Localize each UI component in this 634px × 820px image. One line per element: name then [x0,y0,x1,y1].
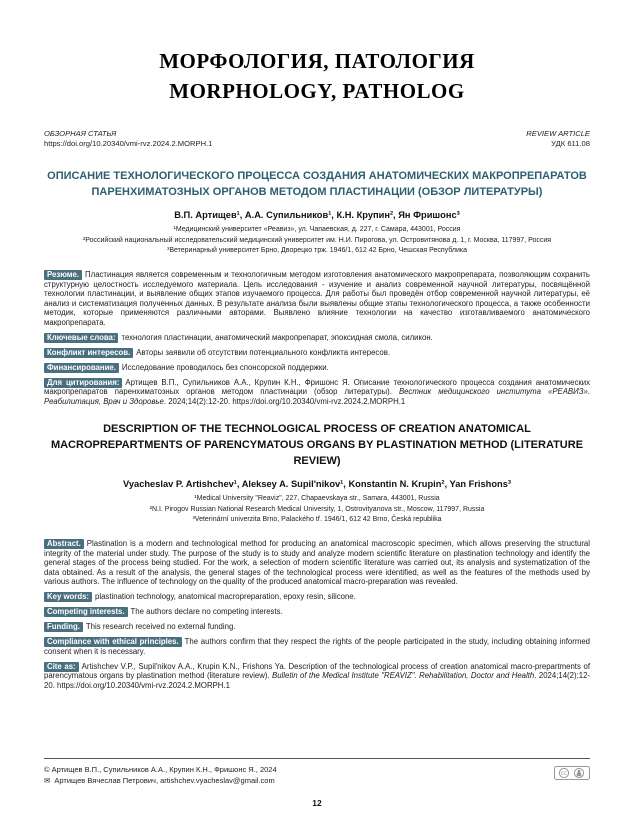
funding-en-label: Funding. [44,622,83,632]
article-type-en: REVIEW ARTICLE [526,128,590,138]
affiliations-en [44,494,590,526]
keywords-ru-label: Ключевые слова: [44,333,118,343]
abstract-en-text: Plastination is a modern and technological method for producing an anatomical macroscopic specimen, which allows preserving the structural integrity of the material under study. The purpose of the study is to study and analyze modern scientific literature on plastination technology and identify the general stages of the process being studied. For the work, a selection of modern scientific literature was carried out, its analysis and systematization of the data obtained. As a result of the analysis, the general stages of the technological process were identified, as well as the features of the methods used by various authors. The influence of technology on the quality of the produced anatomical macro-preparation was revealed. [44,539,590,587]
citation-en-label: Cite as: [44,662,79,672]
meta-left [44,129,212,150]
article-title-en: DESCRIPTION OF THE TECHNOLOGICAL PROCESS OF CREATION ANATOMICAL MACROPREPARTMENTS OF PARENCYMATOUS ORGANS BY PLASTINATION METHOD (LITERATURE REVIEW) [50,423,584,468]
affiliation-ru-3: ³Ветеринарный университет Брно, Дворецко трж. 1946/1, 612 42 Брно, Чешская Республика [166,247,468,255]
udk-code: УДК 611.08 [551,139,590,149]
citation-en [44,662,590,691]
conflict-ru-label: Конфликт интересов. [44,348,133,358]
journal-section-header [44,46,590,107]
abstract-ru [44,270,590,327]
abstract-en [44,539,590,587]
envelope-icon: ✉ [44,775,51,785]
affiliation-en-3: ³Veterinární univerzita Brno, Palackého tř. 1946/1, 612 42 Brno, Česká republika [192,516,442,524]
keywords-en-label: Key words: [44,592,92,602]
contact-name: Артищев Вячеслав Петрович, [54,775,159,785]
section-title-ru: МОРФОЛОГИЯ, ПАТОЛОГИЯ [159,49,475,73]
citation-ru-label: Для цитирования: [44,378,122,388]
meta-right [526,129,590,150]
citation-ru-journal: Вестник медицинского института «РЕАВИЗ». Реабилитация, Врач и Здоровье [44,387,590,406]
funding-ru [44,363,590,373]
article-title-ru: ОПИСАНИЕ ТЕХНОЛОГИЧЕСКОГО ПРОЦЕССА СОЗДАНИЯ АНАТОМИЧЕСКИХ МАКРОПРЕПАРАТОВ ПАРЕНХИМАТОЗНЫХ ОРГАНОВ МЕТОДОМ ПЛАСТИНАЦИИ (ОБЗОР ЛИТЕРАТУРЫ) [47,170,587,199]
citation-ru-before: Артищев В.П., Супильников А.А., Крупин К.Н., Фришонс Я. Описание технологического процесса создания анатомических макропрепаратов паренхиматозных органов методом пластинации (обзор литературы). [44,377,591,397]
conflict-ru-text: Авторы заявили об отсутствии потенциального конфликта интересов. [136,347,391,357]
keywords-ru-text: технология пластинации, анатомический макропрепарат, эпоксидная смола, силикон. [121,332,433,342]
keywords-en [44,592,590,602]
citation-ru [44,378,590,407]
affiliation-ru-1: ¹Медицинский университет «Реавиз», ул. Чапаевская, д. 227, г. Самара, 443001, Россия [173,226,461,234]
affiliation-en-1: ¹Medical University "Reaviz", 227, Chapaevskaya str., Samara, 443001, Russia [194,495,440,503]
authors-ru: В.П. Артищев¹, А.А. Супильников¹, К.Н. Крупин², Ян Фришонс³ [174,210,460,221]
funding-en-text: This research received no external funding. [85,622,236,632]
svg-text:cc: cc [560,769,568,777]
contact-line [44,775,590,786]
funding-en [44,622,590,632]
authors-en: Vyacheslav P. Artishchev¹, Aleksey A. Supil'nikov¹, Konstantin N. Krupin², Yan Frishons³ [123,479,511,490]
affiliation-en-2: ²N.I. Pirogov Russian National Research Medical University, 1, Ostrovityanova str., Moscow, 117997, Russia [149,505,485,513]
funding-ru-text: Исследование проводилось без спонсорской поддержки. [121,362,329,372]
citation-en-journal: Bulletin of the Medical Institute "REAVIZ". Rehabilitation, Doctor and Health [272,671,535,681]
page-number: 12 [312,798,322,808]
keywords-ru [44,333,590,343]
page-footer [44,758,590,787]
citation-en-after: . 2024;14(2):12-20. https://doi.org/10.20340/vmi-rvz.2024.2.MORPH.1 [44,671,591,690]
ethics-en-label: Compliance with ethical principles. [44,637,182,647]
conflict-ru [44,348,590,358]
article-meta [44,129,590,150]
doi-link[interactable]: https://doi.org/10.20340/vmi-rvz.2024.2.MORPH.1 [44,139,213,149]
article-type-ru: ОБЗОРНАЯ СТАТЬЯ [44,128,117,138]
competing-interests-en-label: Competing interests. [44,607,128,617]
ethics-en [44,637,590,656]
cc-by-license-icon [554,766,590,783]
citation-ru-after: . 2024;14(2):12-20. https://doi.org/10.20340/vmi-rvz.2024.2.MORPH.1 [163,396,406,406]
contact-email-link[interactable]: artishchev.vyacheslav@gmail.com [160,775,275,785]
ethics-en-text: The authors confirm that they respect the rights of the people participated in the study, including obtaining informed consent when it is necessary. [44,637,591,656]
copyright-line: © Артищев В.П., Супильников А.А., Крупин К.Н., Фришонс Я., 2024 [44,764,277,774]
affiliations-ru [44,225,590,257]
keywords-en-text: plastination technology, anatomical macropreparation, epoxy resin, silicone. [95,592,356,602]
funding-ru-label: Финансирование. [44,363,119,373]
english-abstract-block [44,534,590,691]
competing-interests-en [44,607,590,617]
citation-en-before: Artishchev V.P., Supil'nikov A.A., Krupin K.N., Frishons Ya. Description of the technological process of creation anatomical macro-prepartments of parencymatous organs by plastination method (literature review). [44,661,590,681]
abstract-en-label: Abstract. [44,539,84,549]
section-title-en: MORPHOLOGY, PATHOLOG [169,79,465,104]
abstract-ru-text: Пластинация является современным и технологичным методом изготовления анатомического макропрепарата, позволяющим сохранить структурную целостность исследуемого материала. Цель исследования - изучение и анализ современной научной литературы, посвящённой технологии пластинации, и выявление общих этапов изучаемого процесса. Для работы был проведён отбор современной научной литературы, её анализ и систематизация полученных данных. В результате анализа были выявлены общие этапы технологического процесса, а также особенности методик, которые применяются различными авторами. Выявлено влияние технологии на качество изготавливаемого анатомического макропрепарата. [44,270,590,327]
abstract-ru-label: Резюме. [44,270,82,280]
competing-interests-en-text: The authors declare no competing interests. [130,607,283,617]
russian-abstract-block [44,265,590,407]
affiliation-ru-2: ²Российский национальный исследовательский медицинский университет им. Н.И. Пирогова, ул. Островитянова д. 1, г. Москва, 117997, Россия [82,236,552,244]
